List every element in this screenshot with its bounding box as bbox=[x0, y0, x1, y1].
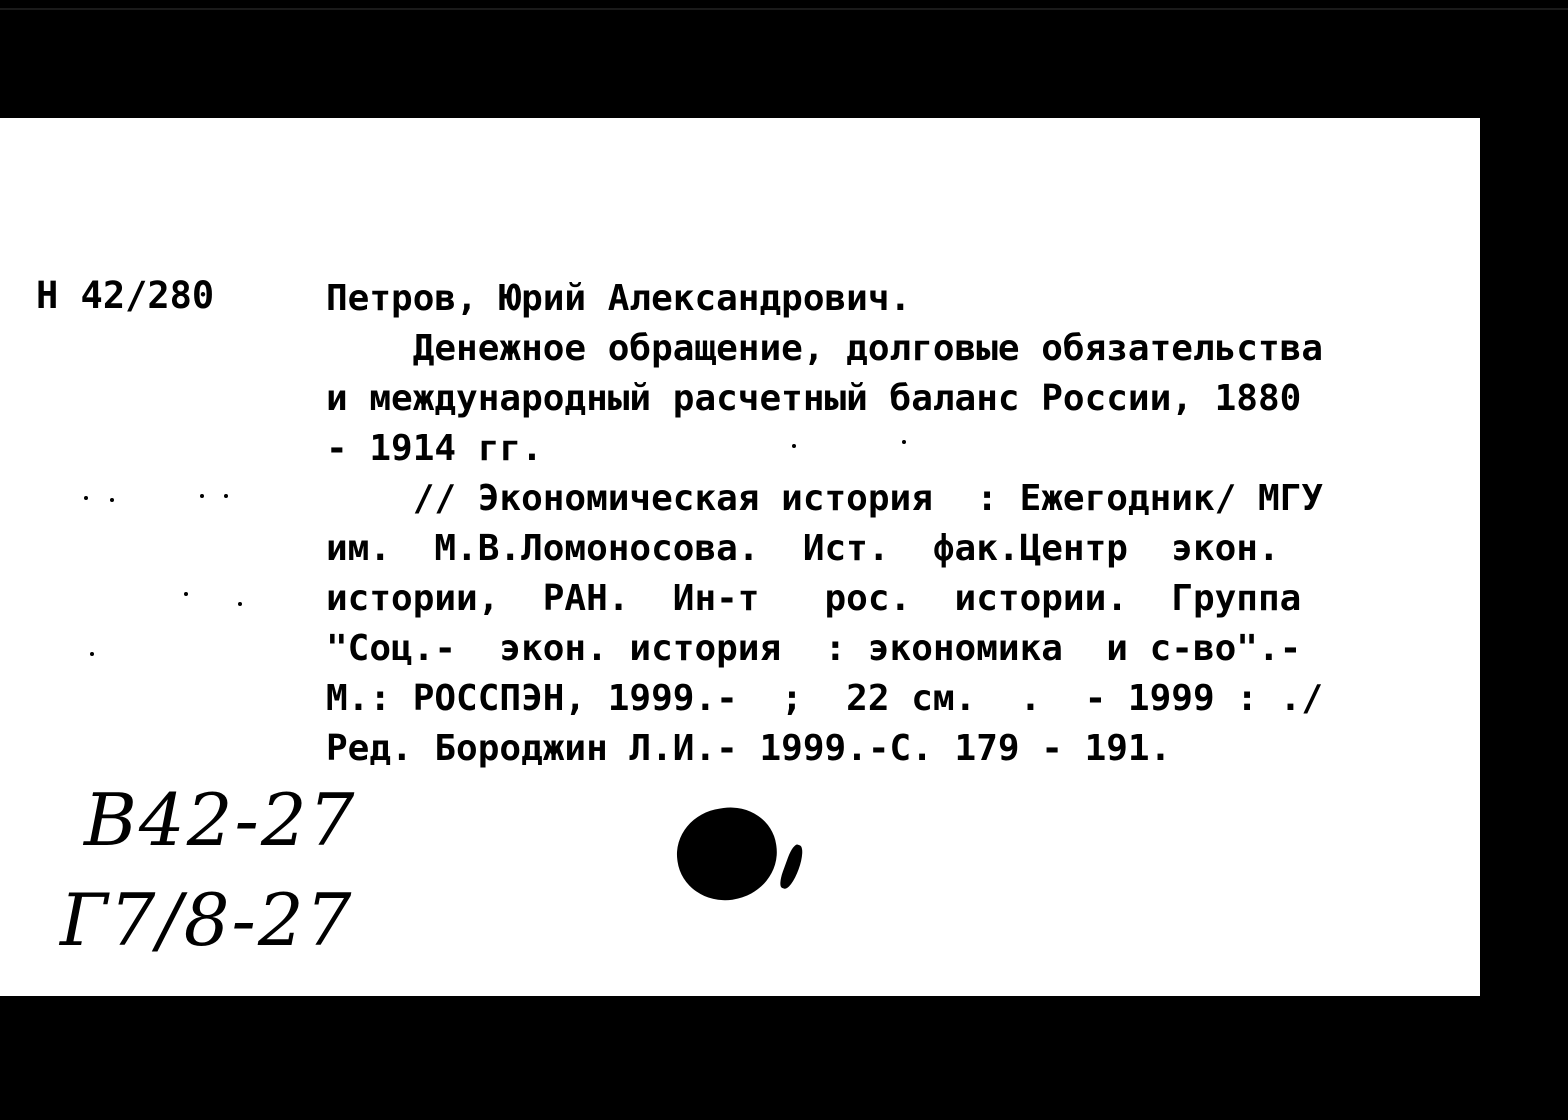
source-line: им. М.В.Ломоносова. Ист. фак.Центр экон. bbox=[326, 528, 1280, 569]
pages-line: Ред. Бороджин Л.И.- 1999.-С. 179 - 191. bbox=[326, 728, 1172, 769]
ink-blot bbox=[671, 801, 783, 906]
title-line: и международный расчетный баланс России, 1880 bbox=[326, 378, 1302, 419]
dust-speck bbox=[902, 440, 906, 444]
source-line: истории, РАН. Ин-т рос. истории. Группа bbox=[326, 578, 1302, 619]
imprint-line: М.: РОССПЭН, 1999.- ; 22 см. . - 1999 : ./ bbox=[326, 678, 1323, 719]
title-line: - 1914 гг. bbox=[326, 428, 543, 469]
source-line: "Соц.- экон. история : экономика и с-во".- bbox=[326, 628, 1302, 669]
dust-speck bbox=[200, 494, 204, 498]
ink-blot-mark bbox=[778, 843, 807, 891]
dust-speck bbox=[84, 496, 88, 500]
dust-speck bbox=[224, 494, 228, 498]
dust-speck bbox=[90, 652, 94, 656]
film-edge-line bbox=[0, 8, 1568, 10]
source-line: // Экономическая история : Ежегодник/ МГУ bbox=[326, 478, 1323, 519]
author-heading: Петров, Юрий Александрович. bbox=[326, 278, 912, 319]
catalog-card bbox=[0, 118, 1480, 996]
title-line: Денежное обращение, долговые обязательства bbox=[326, 328, 1323, 369]
dust-speck bbox=[110, 498, 114, 502]
handwritten-note: В42-27 bbox=[84, 778, 357, 862]
dust-speck bbox=[792, 444, 796, 448]
handwritten-note: Г7/8-27 bbox=[60, 878, 354, 962]
shelfmark: Н 42/280 bbox=[36, 274, 215, 317]
dust-speck bbox=[184, 592, 188, 596]
dust-speck bbox=[238, 602, 242, 606]
